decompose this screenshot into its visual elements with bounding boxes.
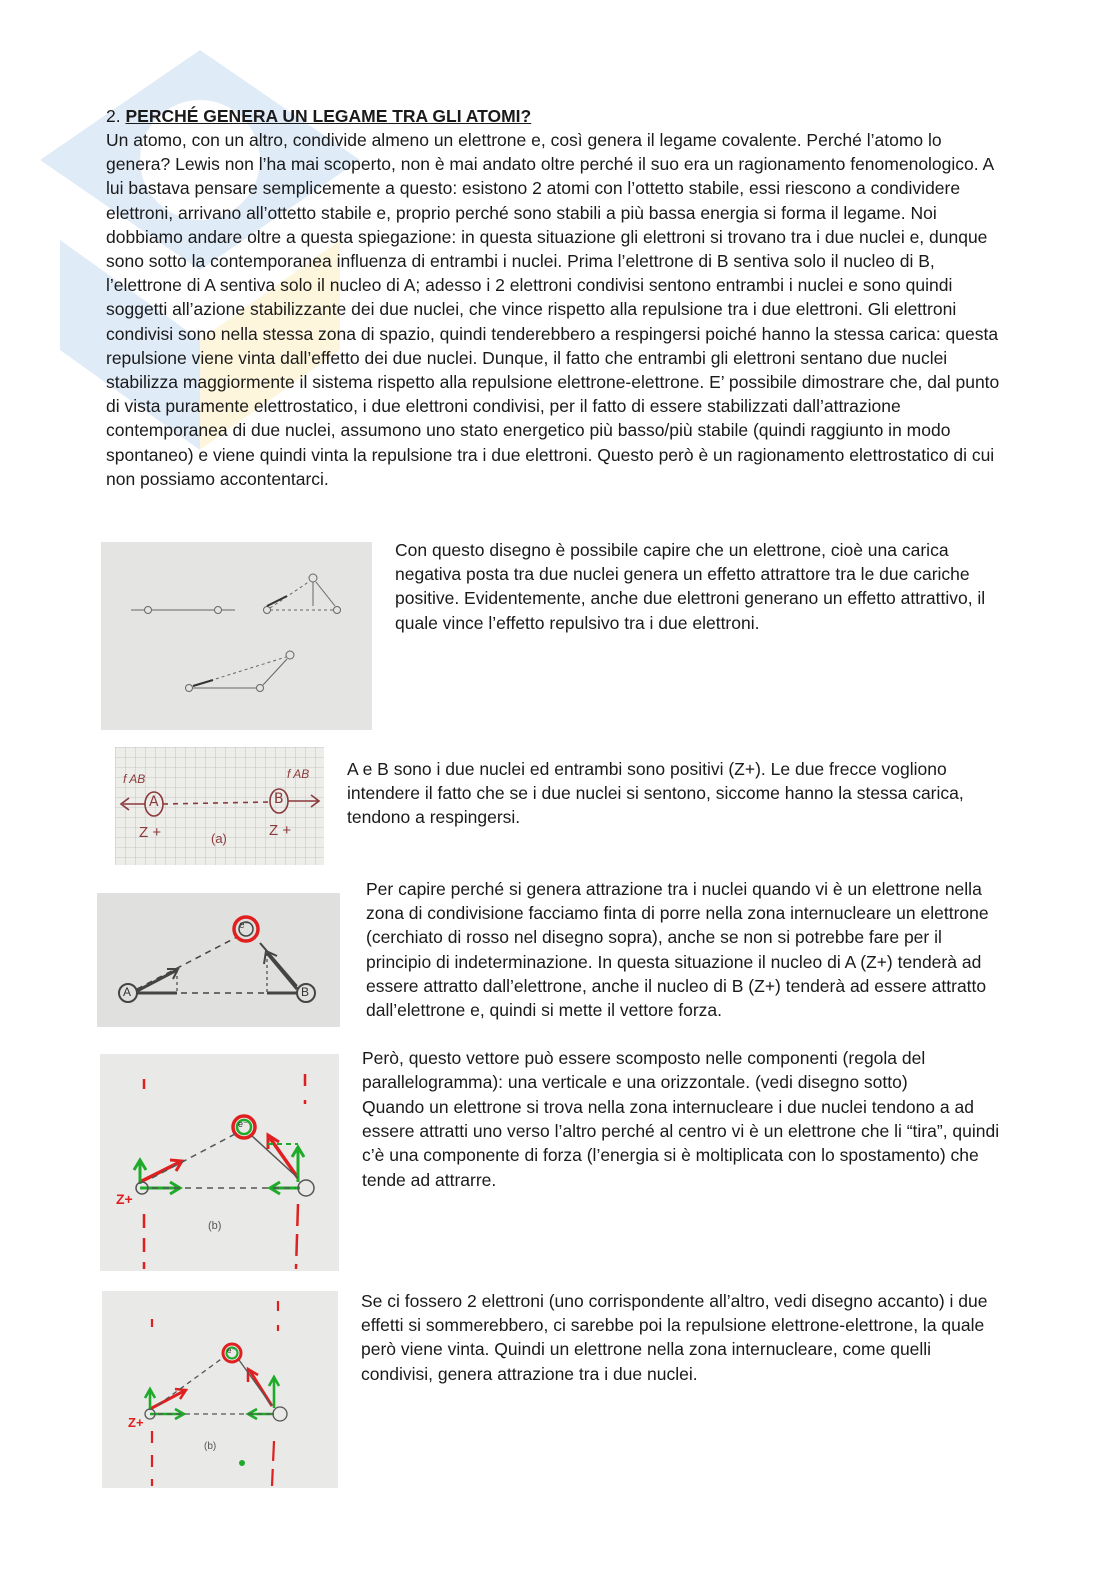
vector-decomposition-note: Però, questo vettore può essere scomposto nelle componenti (regola del parallelogramma): una verticale e una orizzontale. (vedi disegno sotto)	[362, 1048, 926, 1093]
figure-vector-decomposition	[100, 1054, 339, 1271]
fig4-charge: Z+	[116, 1191, 133, 1207]
fig3-label-a: A	[123, 985, 132, 999]
fig4-electron: e⁻	[238, 1119, 248, 1129]
figure-electron-force-vectors	[97, 893, 340, 1027]
figure4-description: Quando un elettrone si trova nella zona internucleare i due nuclei tendono a ad essere attratti uno verso l’altro perché al centro vi è un elettrone che li “tira”, quindi c’è una componente di forza (l’energia si è moltiplicata con lo spostamento) che tende ad attrarre.	[362, 1097, 1000, 1190]
fig5-electron: e⁻	[227, 1346, 236, 1355]
figure-electron-between-nuclei	[101, 542, 372, 730]
fig4-drawing	[100, 1054, 339, 1271]
section-number: 2.	[106, 106, 121, 126]
fig2-force-b: f AB	[287, 767, 310, 781]
fig1-drawing	[101, 542, 372, 730]
fig5-charge: Z+	[128, 1415, 144, 1430]
fig5-drawing	[102, 1291, 338, 1488]
fig2-charge-a: Z +	[139, 824, 162, 841]
fig2-force-a: f AB	[123, 772, 146, 786]
figure2-description: A e B sono i due nuclei ed entrambi sono positivi (Z+). Le due frecce vogliono intendere il fatto che se i due nuclei si sentono, siccome hanno la stessa carica, tendono a respingersi.	[347, 759, 964, 828]
figure1-description: Con questo disegno è possibile capire che un elettrone, cioè una carica negativa posta tra due nuclei genera un effetto attrattore tra le due cariche positive. Evidentemente, anche due elettroni generano un effetto attrattivo, il quale vince l’effetto repulsivo tra i due elettroni.	[395, 540, 986, 633]
fig2-drawing	[115, 747, 324, 865]
section-heading: PERCHÉ GENERA UN LEGAME TRA GLI ATOMI?	[125, 106, 532, 126]
fig2-label-a: A	[149, 794, 159, 810]
fig2-charge-b: Z +	[269, 822, 292, 839]
fig4-caption: (b)	[208, 1220, 222, 1232]
intro-paragraph: Un atomo, con un altro, condivide almeno un elettrone e, così genera il legame covalente. Perché l’atomo lo genera? Lewis non l’ha mai scoperto, non è mai andato oltre perché il suo era un ragionamento fenomenologico. A lui bastava pensare semplicemente a questo: esistono 2 atomi con l’ottetto stabile, essi riescono a condividere elettroni, arrivano all’ottetto stabile e, proprio perché sono stabili a più bassa energia si forma il legame. Noi dobbiamo andare oltre a questa spiegazione: in questa situazione gli elettroni si trovano tra i due nuclei e, dunque sono sotto la contemporanea influenza di entrambi i nuclei. Prima l’elettrone di B sentiva solo il nucleo di B, l’elettrone di A sentiva solo il nucleo di A; adesso i 2 elettroni condivisi sentono entrambi i nuclei e sono quindi soggetti all’azione stabilizzante dei due nuclei, che vince rispetto alla repulsione tra i due elettroni. Gli elettroni condivisi sono nella stessa zona di spazio, quindi tenderebbero a respingersi poiché hanno la stessa carica: questa repulsione viene vinta dall’effetto dei due nuclei. Dunque, il fatto che entrambi gli elettroni sentano due nuclei stabilizza maggiormente il sistema rispetto alla repulsione elettrone-elettrone. E’ possibile dimostrare che, dal punto di vista puramente elettrostatico, i due elettroni condivisi, per il fatto di essere stabilizzati dall’attrazione contemporanea di due nuclei, assumono uno stato energetico più basso/più stabile (quindi raggiunto in modo spontaneo) e viene quindi vinta la repulsione tra i due elettroni. Questo però è un ragionamento elettrostatico di cui non possiamo accontentarci.	[106, 130, 1000, 489]
figure-two-electrons	[102, 1291, 338, 1488]
figure5-description: Se ci fossero 2 elettroni (uno corrispondente all’altro, vedi disegno accanto) i due effetti si sommerebbero, ci sarebbe poi la repulsione elettrone-elettrone, la quale però viene vinta. Quindi un elettrone nella zona internucleare, come quelli condivisi, genera attrazione tra i due nuclei.	[361, 1291, 988, 1384]
fig3-drawing	[97, 893, 340, 1027]
fig2-caption: (a)	[211, 831, 227, 846]
fig3-electron: e⁻	[239, 920, 250, 931]
figure-nuclei-repulsion	[115, 747, 324, 865]
fig5-caption: (b)	[204, 1441, 217, 1452]
fig3-label-b: B	[301, 985, 310, 999]
fig2-label-b: B	[274, 791, 284, 807]
figure3-description: Per capire perché si genera attrazione tra i nuclei quando vi è un elettrone nella zona di condivisione facciamo finta di porre nella zona internucleare un elettrone (cerchiato di rosso nel disegno sopra), anche se non si potrebbe fare per il principio di indeterminazione. In questa situazione il nucleo di A (Z+) tenderà ad essere attratto dall’elettrone, anche il nucleo di B (Z+) tenderà ad essere attratto dall’elettrone e, quindi si mette il vettore forza.	[366, 879, 989, 1021]
section-title	[106, 104, 531, 128]
